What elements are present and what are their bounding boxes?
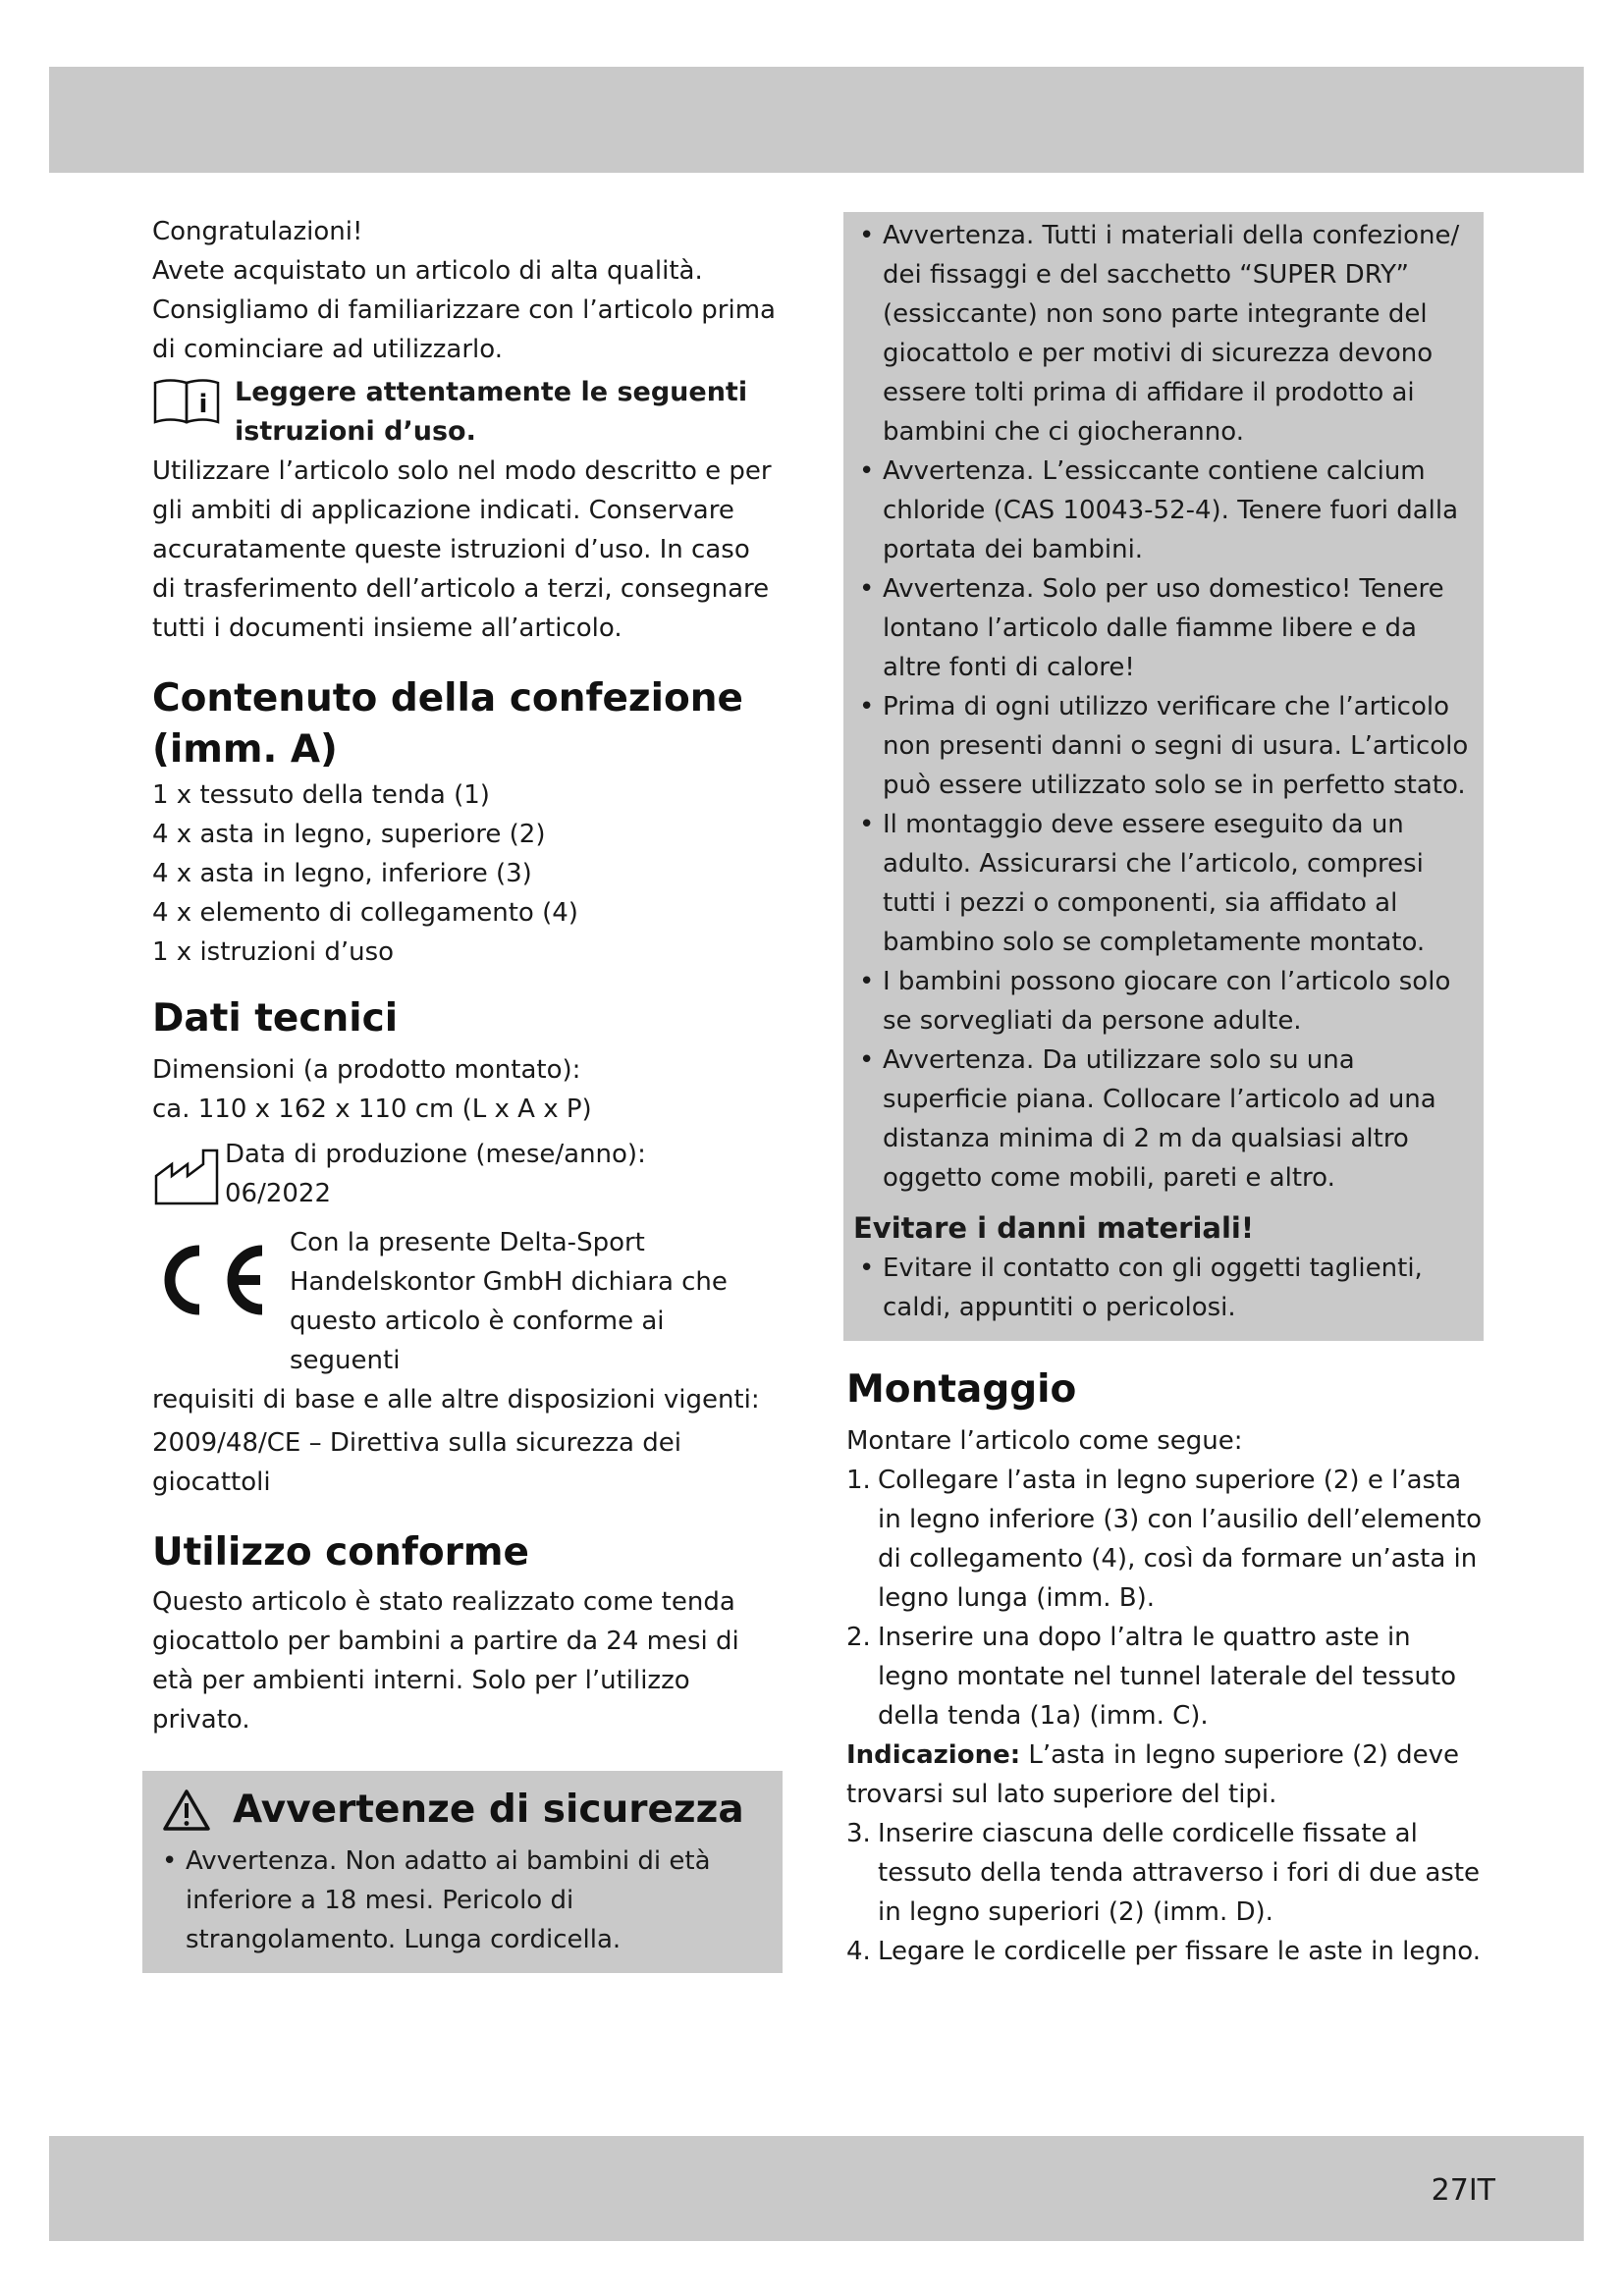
safety-list [156,1842,769,1959]
material-damage-heading: Evitare i danni materiali! [853,1211,1255,1245]
usage-paragraph: Utilizzare l’articolo solo nel modo descritto e per gli ambiti di applicazione indicati. Conservare accuratamente queste istruzioni d’uso. In caso di trasferimento dell’articolo a terzi, consegnare tutti i documenti insieme all’articolo. [152,456,772,643]
safety-item: • Avvertenza. Solo per uso domestico! Tenere lontano l’articolo dalle fiamme libere e da altre fonti di calore! [853,569,1474,687]
list-item: 4 x asta in legno, inferiore (3) [152,859,532,888]
safety-item: • Avvertenza. Da utilizzare solo su una superficie piana. Collocare l’articolo ad una distanza minima di 2 m da qualsiasi altro oggetto come mobili, pareti e altro. [853,1041,1474,1198]
list-item: 1 x istruzioni d’uso [152,937,395,967]
assembly-note [846,1735,1487,1814]
warnings-list [853,216,1474,1198]
dimensions-value: ca. 110 x 162 x 110 cm (L x A x P) [152,1095,592,1124]
dimensions-label: Dimensioni (a prodotto montato): [152,1055,581,1085]
safety-item: • Il montaggio deve essere eseguito da un adulto. Assicurarsi che l’articolo, compresi tutti i pezzi o componenti, sia affidato al bambino solo se completamente montato. [853,805,1474,962]
ce-text-start: Con la presente Delta-Sport Handelskontor GmbH dichiara che questo articolo è conforme ai seguenti [290,1228,728,1375]
footer-band [49,2136,1584,2241]
svg-text:i: i [198,390,208,419]
intro-paragraph: Avete acquistato un articolo di alta qualità. Consigliamo di familiarizzare con l’articolo prima di cominciare ad utilizzarlo. [152,256,776,364]
ce-mark-icon [152,1241,280,1319]
assembly-step: 1. Collegare l’asta in legno superiore (2) e l’asta in legno inferiore (3) con l’ausilio dell’elemento di collegamento (4), così da formare un’asta in legno lunga (imm. B). [846,1466,1483,1613]
production-date [152,1135,781,1213]
note-text: L’asta in legno superiore (2) deve trovarsi sul lato superiore del tipi. [846,1740,1460,1809]
safety-item: • Avvertenza. L’essiccante contiene calcium chloride (CAS 10043-52-4). Tenere fuori dalla portata dei bambini. [853,452,1474,569]
read-manual-icon [152,377,221,424]
tech-heading: Dati tecnici [152,996,399,1041]
ce-text-end: requisiti di base e alle altre disposizioni vigenti: [152,1385,760,1415]
safety-box [142,1771,783,1973]
intended-use-heading: Utilizzo conforme [152,1530,529,1575]
read-instructions-note [152,373,781,452]
safety-item: • Avvertenza. Tutti i materiali della confezione/ dei fissaggi e del sacchetto “SUPER DRY” (essiccante) non sono parte integrante del giocattolo e per motivi di sicurezza devono essere tolti prima di affidare il prodotto ai bambini che ci giocheranno. [853,216,1474,452]
production-value: 06/2022 [225,1179,332,1208]
list-item: 1 x tessuto della tenda (1) [152,780,490,810]
right-column [846,212,1487,1971]
safety-item: • Prima di ogni utilizzo verificare che l’articolo non presenti danni o segni di usura. L’articolo può essere utilizzato solo se in perfetto stato. [853,687,1474,805]
safety-heading: Avvertenze di sicurezza [233,1788,744,1832]
material-damage-list [853,1249,1474,1327]
warning-triangle-icon [162,1788,211,1833]
assembly-heading: Montaggio [846,1367,1077,1412]
assembly-steps [846,1461,1487,1735]
read-instructions-text: Leggere attentamente le seguenti istruzioni d’uso. [235,377,748,447]
safety-item: • Avvertenza. Non adatto ai bambini di età inferiore a 18 mesi. Pericolo di strangolamento. Lunga cordicella. [156,1842,769,1959]
left-column [152,212,781,1973]
contents-list [152,775,781,972]
assembly-step: 4. Legare le cordicelle per fissare le aste in legno. [846,1937,1482,1966]
warnings-box [843,212,1484,1341]
safety-item: • I bambini possono giocare con l’articolo solo se sorvegliati da persone adulte. [853,962,1474,1041]
assembly-intro: Montare l’articolo come segue: [846,1426,1243,1456]
list-item: 4 x elemento di collegamento (4) [152,898,578,928]
assembly-step: 3. Inserire ciascuna delle cordicelle fissate al tessuto della tenda attraverso i fori di due aste in legno superiori (2) (imm. D). [846,1819,1481,1927]
intended-use-text: Questo articolo è stato realizzato come tenda giocattolo per bambini a partire da 24 mesi di età per ambienti interni. Solo per l’utilizzo privato. [152,1587,739,1735]
note-label: Indicazione: [846,1740,1021,1770]
ce-declaration [152,1223,781,1380]
assembly-step: 2. Inserire una dopo l’altra le quattro aste in legno montate nel tunnel laterale del tessuto della tenda (1a) (imm. C). [846,1623,1457,1731]
page-number: 27IT [1431,2173,1495,2208]
safety-header [156,1785,769,1836]
factory-icon [152,1147,223,1209]
material-item: • Evitare il contatto con gli oggetti taglienti, caldi, appuntiti o pericolosi. [853,1249,1474,1327]
contents-heading: Contenuto della confezione (imm. A) [152,676,743,772]
list-item: 4 x asta in legno, superiore (2) [152,820,546,849]
production-label: Data di produzione (mese/anno): [225,1140,646,1169]
directive-text: 2009/48/CE – Direttiva sulla sicurezza dei giocattoli [152,1428,681,1497]
header-band [49,67,1584,173]
assembly-steps-continued [846,1814,1487,1971]
congratulations-text: Congratulazioni! [152,217,363,246]
